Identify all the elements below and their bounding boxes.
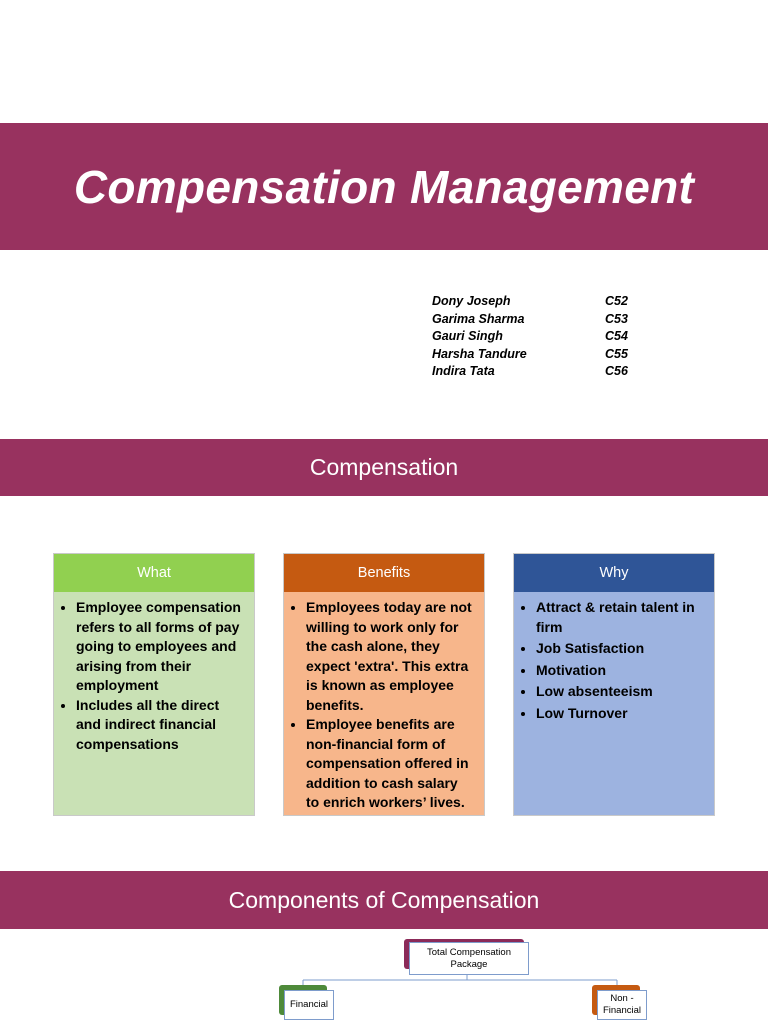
bullet-item: • Motivation (536, 661, 704, 681)
member-name: Dony Joseph (432, 294, 511, 308)
member-code: C53 (605, 311, 628, 326)
non-financial-node: Non - Financial (597, 990, 647, 1020)
member-code: C54 (605, 329, 628, 343)
bullet-item: • Attract & retain talent in firm (536, 598, 704, 637)
bullet-item: • Employee compensation refers to all forms of pay going to employees and arising from their employment (76, 598, 244, 696)
member-name: Garima Sharma (432, 311, 525, 326)
card-heading: Why (514, 554, 714, 592)
bullet-item: • Employee benefits are non-financial form of compensation offered in addition to cash salary to enrich workers’ lives. (306, 715, 474, 813)
bullet-item: • Includes all the direct and indirect financial compensations (76, 696, 244, 755)
bullet-item: • Employees today are not willing to work only for the cash alone, they expect 'extra'. This extra is known as employee benefits. (306, 598, 474, 715)
member-name: Indira Tata (432, 364, 495, 378)
bullet-item: • Low Turnover (536, 704, 704, 724)
member-name: Harsha Tandure (432, 346, 527, 361)
bullet-item: • Low absenteeism (536, 682, 704, 702)
total-compensation-node: Total Compensation Package (409, 942, 529, 975)
member-name: Gauri Singh (432, 329, 503, 343)
card-heading: Benefits (284, 554, 484, 592)
financial-node: Financial (284, 990, 334, 1020)
member-code: C55 (605, 346, 628, 361)
card-heading: What (54, 554, 254, 592)
presentation-title: Compensation Management (73, 160, 695, 213)
section-heading: Components of Compensation (228, 886, 540, 913)
section-heading: Compensation (309, 454, 459, 480)
bullet-item: • Job Satisfaction (536, 639, 704, 659)
member-code: C56 (605, 364, 628, 378)
member-code: C52 (605, 294, 628, 308)
